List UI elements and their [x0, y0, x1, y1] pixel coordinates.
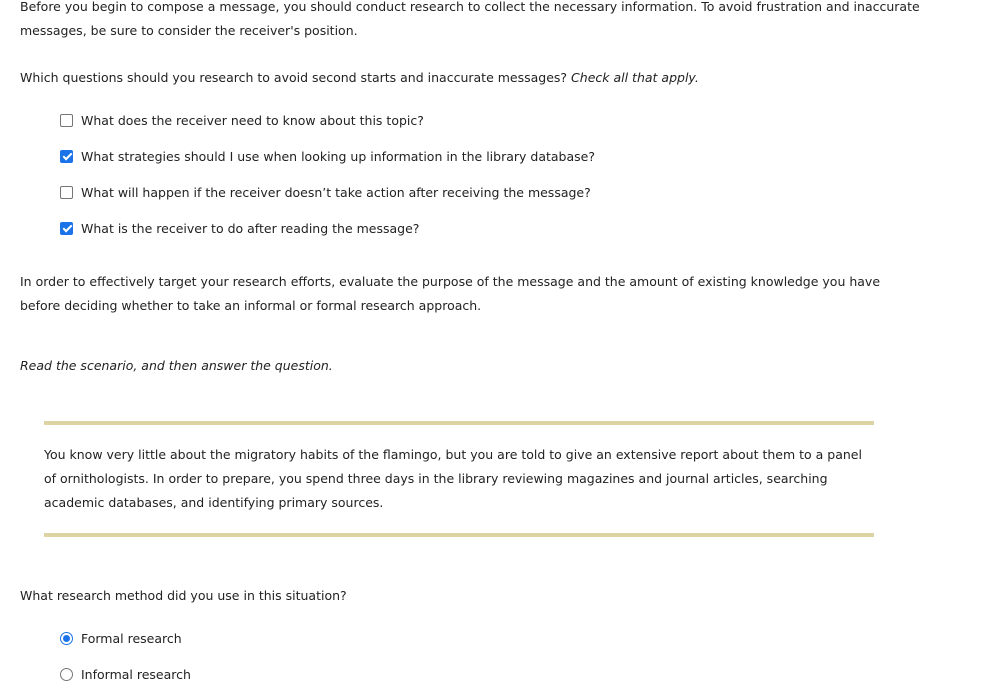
scenario-instruction: Read the scenario, and then answer the question.: [20, 358, 333, 373]
question-2-prompt: What research method did you use in this situation?: [20, 588, 347, 603]
question-1-hint: Check all that apply.: [571, 70, 699, 85]
checkbox-4[interactable]: [60, 222, 73, 235]
checkbox-3[interactable]: [60, 186, 73, 199]
radio-informal-label[interactable]: Informal research: [81, 666, 191, 682]
checkbox-2[interactable]: [60, 150, 73, 163]
radio-option-formal[interactable]: [60, 628, 182, 648]
scenario-box: [44, 421, 874, 537]
scenario-text: You know very little about the migratory habits of the flamingo, but you are told to give an extensive report about them to a panel of ornithologists. In order to prepare, you spend three days in the library reviewing magazines and journal articles, searching academic databases, and identifying primary sources.: [44, 447, 862, 510]
checkbox-1[interactable]: [60, 114, 73, 127]
checkbox-option-1-label[interactable]: What does the receiver need to know about this topic?: [81, 112, 424, 128]
question-1-prompt: [20, 66, 699, 90]
checkbox-option-1[interactable]: [60, 110, 424, 130]
checkbox-option-4-label[interactable]: What is the receiver to do after reading the message?: [81, 220, 420, 236]
checkbox-option-3-label[interactable]: What will happen if the receiver doesn’t take action after receiving the message?: [81, 184, 591, 200]
intro-paragraph: Before you begin to compose a message, you should conduct research to collect the necessary information. To avoid frustration and inaccurate messages, be sure to consider the receiver's position.: [20, 0, 920, 38]
radio-informal[interactable]: [60, 668, 73, 681]
question-1-text: Which questions should you research to avoid second starts and inaccurate messages?: [20, 70, 568, 85]
research-guidance-paragraph: In order to effectively target your research efforts, evaluate the purpose of the message and the amount of existing knowledge you have before deciding whether to take an informal or formal research approach.: [20, 274, 881, 313]
checkbox-option-3[interactable]: [60, 182, 591, 202]
checkbox-option-2[interactable]: [60, 146, 595, 166]
checkbox-option-4[interactable]: [60, 218, 419, 238]
radio-option-informal[interactable]: [60, 664, 191, 684]
radio-formal[interactable]: [60, 632, 73, 645]
checkbox-option-2-label[interactable]: What strategies should I use when looking up information in the library database?: [81, 148, 595, 164]
radio-formal-label[interactable]: Formal research: [81, 630, 182, 646]
